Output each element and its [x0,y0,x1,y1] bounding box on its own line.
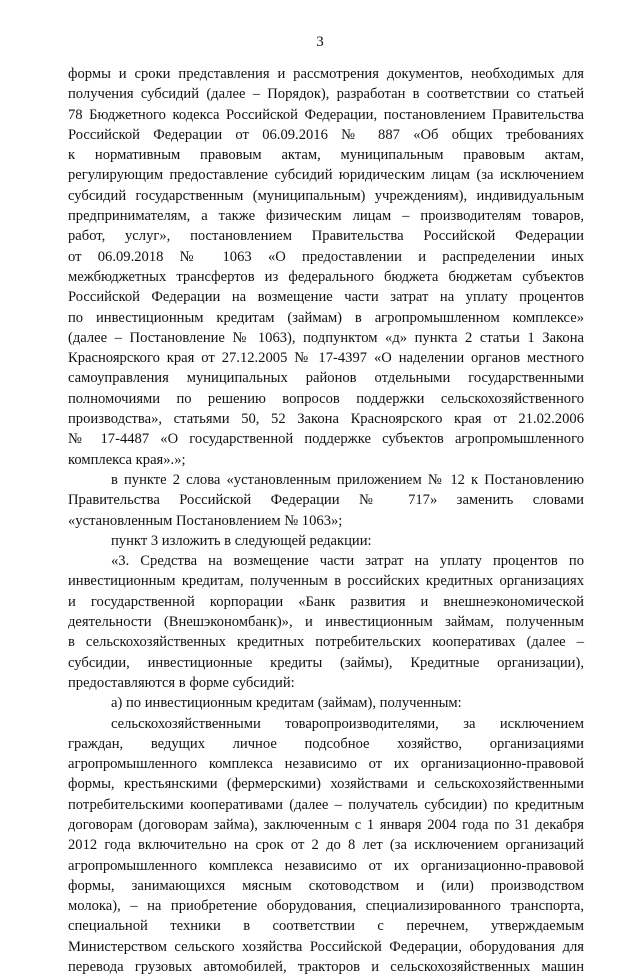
text-line: получения субсидий (далее – Порядок), разработан в соответствии со статьей [68,86,584,103]
text-line: комплекса края».»; [68,451,186,468]
text-line: деятельности (Внешэкономбанк)», и инвестиционным займам, полученным [68,614,584,631]
text-line: работ, услуг», постановлением Правительства Российской Федерации [68,228,584,245]
text-line: от 06.09.2018 № 1063 «О предоставлении и распределении иных [68,248,584,265]
text-line: агропромышленного комплекса независимо от их организационно-правовой [68,857,584,874]
text-line: 78 Бюджетного кодекса Российской Федерации, постановлением Правительства [68,106,584,123]
text-line: формы, крестьянскими (фермерскими) хозяйствами и сельскохозяйственными [68,776,584,793]
text-line: перевода грузовых автомобилей, тракторов и сельскохозяйственных машин [68,959,584,976]
text-line: предпринимателям, а также физическим лицам – производителям товаров, [68,208,584,225]
text-line: молока), – на приобретение оборудования, специализированного транспорта, [68,898,584,915]
text-line: «3. Средства на возмещение части затрат на уплату процентов по [111,553,584,570]
text-line: Российской Федерации от 06.09.2016 № 887 «Об общих требованиях [68,126,584,143]
text-line: Министерством сельского хозяйства Российской Федерации, оборудования для [68,938,584,955]
text-line: формы, занимающихся мясным скотоводством и (или) производством [68,877,584,894]
text-line: производства», статьями 50, 52 Закона Красноярского края от 21.02.2006 [68,411,584,428]
text-line: полномочиями по решению вопросов поддержки сельскохозяйственного [68,390,584,407]
text-line: формы и сроки представления и рассмотрения документов, необходимых для [68,66,584,82]
document-body [68,64,584,977]
text-line: Правительства Российской Федерации № 717» заменить словами [68,492,584,509]
text-line: в пункте 2 слова «установленным приложением № 12 к Постановлению [111,471,584,488]
text-line: граждан, ведущих личное подсобное хозяйство, организациями [68,735,584,752]
text-line: самоуправления муниципальных районов отдельными государственными [68,370,584,387]
page-number: 3 [316,34,324,50]
text-line: к нормативным правовым актам, муниципальным правовым актам, [68,147,584,164]
text-line: субсидии, инвестиционные кредиты (займы), Кредитные организации), [68,654,584,671]
text-line: «установленным Постановлением № 1063»; [68,512,343,529]
text-line: пункт 3 изложить в следующей редакции: [111,532,372,549]
text-line: регулирующим предоставление субсидий юридическим лицам (за исключением [68,167,584,184]
text-line: Российской Федерации на возмещение части затрат на уплату процентов [68,289,584,306]
text-line: (далее – Постановление № 1063), подпунктом «д» пункта 2 статьи 1 Закона [68,329,584,346]
text-line: и государственной корпорации «Банк развития и внешнеэкономической [68,593,584,610]
text-line: потребительскими кооперативами (далее – получатель субсидии) по кредитным [68,796,584,813]
text-line: договорам (договорам займа), заключенным с 1 января 2004 года по 31 декабря [68,816,584,833]
text-line: по инвестиционным кредитам (займам) в агропромышленном комплексе» [68,309,584,326]
text-line: Красноярского края от 27.12.2005 № 17-4397 «О наделении органов местного [68,350,584,367]
text-line: субсидий государственным (муниципальным) учреждениям), индивидуальным [68,187,584,204]
text-line: инвестиционным кредитам, полученным в российских кредитных организациях [68,573,584,590]
text-line: в сельскохозяйственных кредитных потребительских кооперативах (далее – [68,634,584,651]
text-line: 2012 года включительно на срок от 2 до 8 лет (за исключением организаций [68,837,584,854]
text-line: сельскохозяйственными товаропроизводителями, за исключением [111,715,584,732]
text-line: № 17-4487 «О государственной поддержке субъектов агропромышленного [68,431,584,448]
text-line: межбюджетных трансфертов из федерального бюджета бюджетам субъектов [68,268,584,285]
text-line: агропромышленного комплекса независимо от их организационно-правовой [68,756,584,773]
text-line: а) по инвестиционным кредитам (займам), полученным: [111,695,462,712]
text-line: специальной техники в соответствии с перечнем, утверждаемым [68,918,584,935]
text-line: предоставляются в форме субсидий: [68,674,295,691]
